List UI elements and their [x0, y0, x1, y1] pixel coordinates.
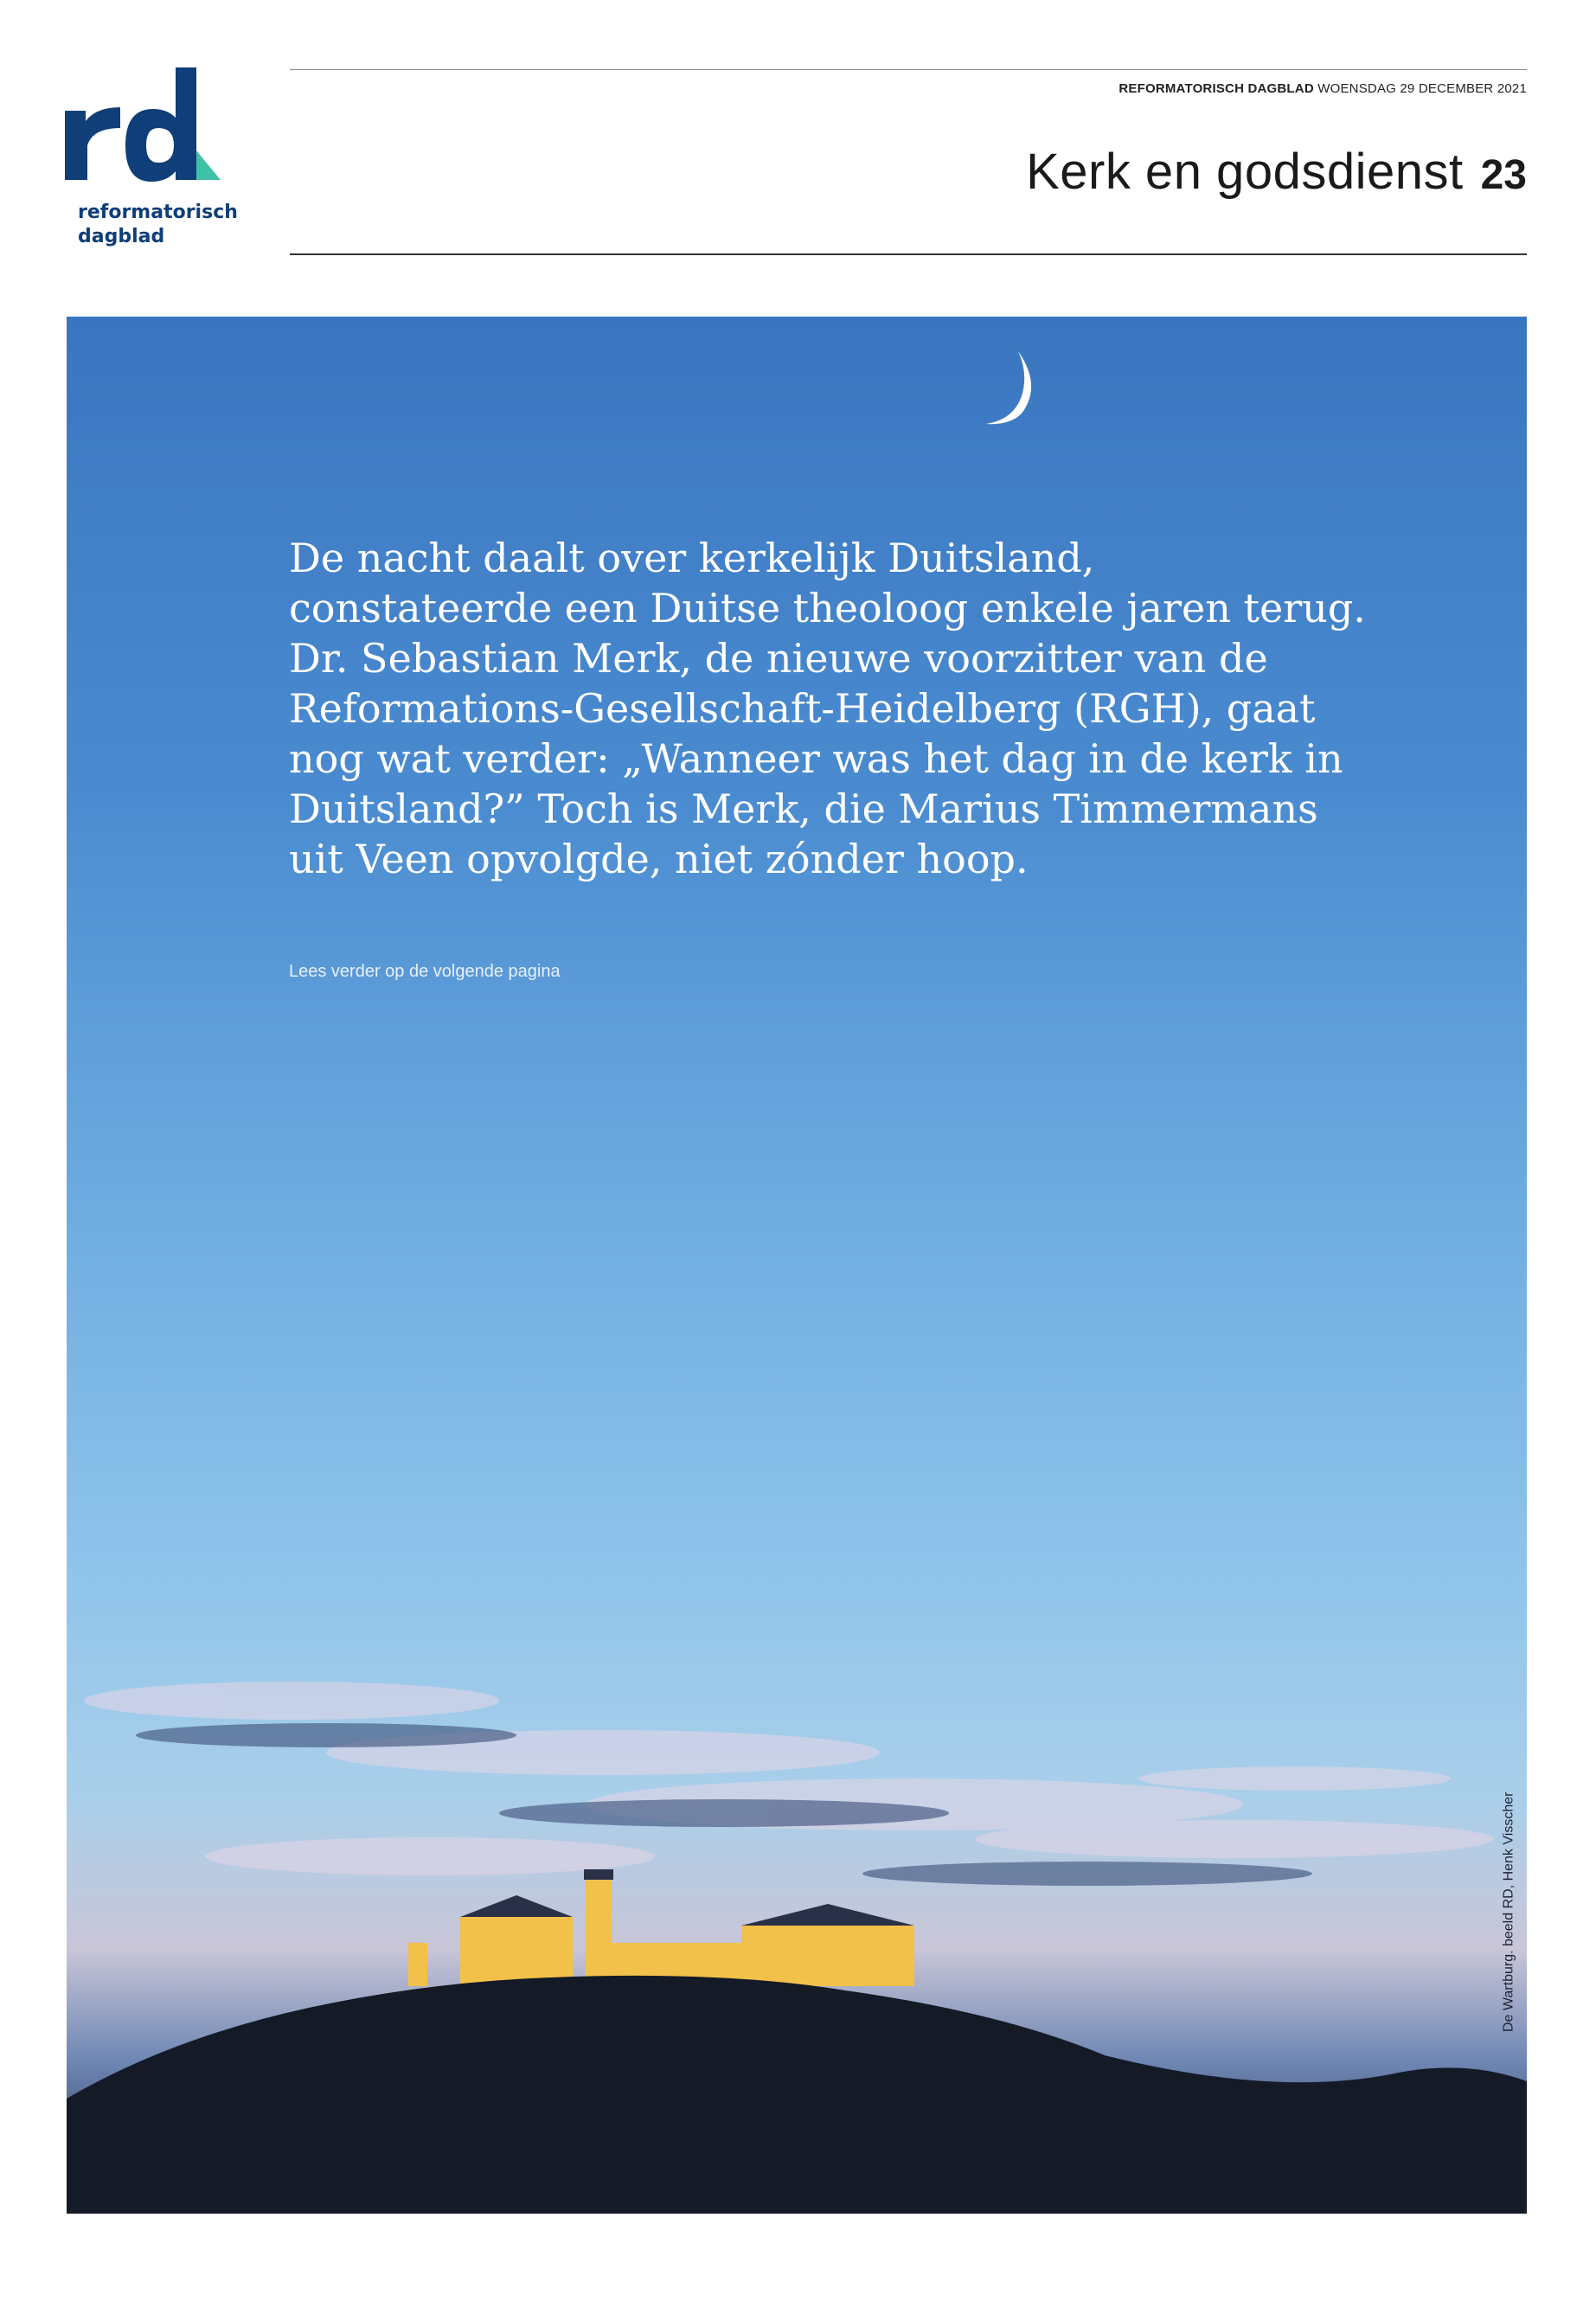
logo-line-2: dagblad: [78, 226, 165, 247]
header-bottom-rule: [290, 253, 1527, 255]
cover-photo: [67, 317, 1527, 2214]
publication-name: REFORMATORISCH DAGBLAD: [1118, 81, 1314, 96]
masthead: [1118, 81, 1527, 96]
logo-line-1: reformatorisch: [78, 202, 238, 223]
hill: [67, 1976, 1527, 2214]
rd-logo-mark: [65, 67, 255, 197]
header-top-rule: [290, 69, 1527, 70]
logo-wordmark: [78, 201, 238, 249]
read-more-link[interactable]: Lees verder op de volgende pagina: [289, 962, 561, 981]
publication-date: WOENSDAG 29 DECEMBER 2021: [1317, 81, 1527, 96]
photo-credit: De Wartburg. beeld RD, Henk Visscher: [1501, 1791, 1516, 2032]
castle: [408, 1878, 914, 1986]
clouds: [84, 1682, 1494, 1875]
article-lead: De nacht daalt over kerkelijk Duitsland, constateerde een Duitse theoloog enkele jaren terug. Dr. Sebastian Merk, de nieuwe voorzitter van de Reformations-Gesellschaft-Heidelberg (RGH), gaat nog wat verder: „Wanneer was het dag in de kerk in Duitsland?” Toch is Merk, die Marius Timmermans uit Veen opvolgde, niet zónder hoop.: [289, 535, 1366, 882]
section-title: Kerk en godsdienst: [1026, 144, 1464, 200]
section-header: [1026, 143, 1527, 201]
crescent-moon-icon: [985, 351, 1031, 424]
page-number: 23: [1480, 152, 1527, 198]
